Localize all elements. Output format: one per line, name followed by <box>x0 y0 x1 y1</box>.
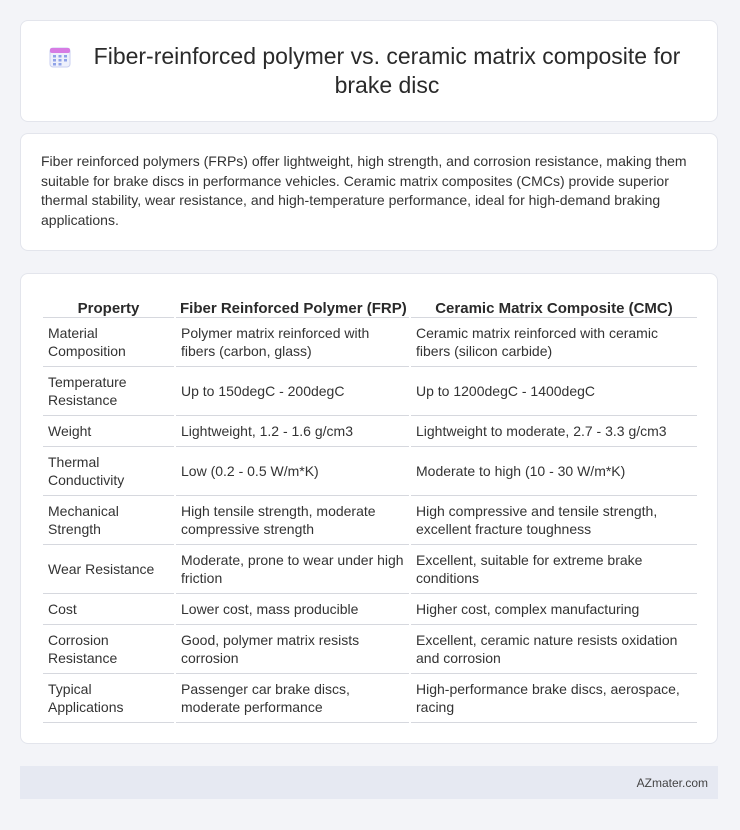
calendar-icon <box>49 46 71 68</box>
table-row <box>43 447 697 496</box>
property-cell: Material Composition <box>43 318 174 367</box>
property-cell: Mechanical Strength <box>43 496 174 545</box>
cmc-cell: Moderate to high (10 - 30 W/m*K) <box>411 447 697 496</box>
frp-cell: High tensile strength, moderate compressive strength <box>176 496 409 545</box>
page-title: Fiber-reinforced polymer vs. ceramic matrix composite for brake disc <box>93 43 681 98</box>
table-row <box>43 416 697 447</box>
header-cmc: Ceramic Matrix Composite (CMC) <box>411 294 697 318</box>
property-cell: Weight <box>43 416 174 447</box>
table-row <box>43 367 697 416</box>
cmc-cell: Excellent, suitable for extreme brake conditions <box>411 545 697 594</box>
title-wrap <box>49 42 689 100</box>
property-cell: Corrosion Resistance <box>43 625 174 674</box>
header-frp: Fiber Reinforced Polymer (FRP) <box>176 294 409 318</box>
property-cell: Thermal Conductivity <box>43 447 174 496</box>
header-property: Property <box>43 294 174 318</box>
frp-cell: Lightweight, 1.2 - 1.6 g/cm3 <box>176 416 409 447</box>
table-header-row <box>43 294 697 318</box>
property-cell: Temperature Resistance <box>43 367 174 416</box>
frp-cell: Moderate, prone to wear under high friction <box>176 545 409 594</box>
table-row <box>43 594 697 625</box>
table-row <box>43 496 697 545</box>
cmc-cell: Higher cost, complex manufacturing <box>411 594 697 625</box>
property-cell: Typical Applications <box>43 674 174 723</box>
cmc-cell: Lightweight to moderate, 2.7 - 3.3 g/cm3 <box>411 416 697 447</box>
frp-cell: Good, polymer matrix resists corrosion <box>176 625 409 674</box>
footer-brand[interactable]: AZmater.com <box>636 775 708 790</box>
table-row <box>43 625 697 674</box>
property-cell: Wear Resistance <box>43 545 174 594</box>
frp-cell: Up to 150degC - 200degC <box>176 367 409 416</box>
summary-card <box>20 133 718 251</box>
table-row <box>43 545 697 594</box>
comparison-table <box>41 294 699 723</box>
table-row <box>43 674 697 723</box>
cmc-cell: High compressive and tensile strength, excellent fracture toughness <box>411 496 697 545</box>
footer-bar <box>20 766 718 799</box>
comparison-table-card <box>20 273 718 744</box>
frp-cell: Polymer matrix reinforced with fibers (carbon, glass) <box>176 318 409 367</box>
cmc-cell: Excellent, ceramic nature resists oxidation and corrosion <box>411 625 697 674</box>
frp-cell: Lower cost, mass producible <box>176 594 409 625</box>
property-cell: Cost <box>43 594 174 625</box>
cmc-cell: Ceramic matrix reinforced with ceramic fibers (silicon carbide) <box>411 318 697 367</box>
summary-text: Fiber reinforced polymers (FRPs) offer lightweight, high strength, and corrosion resistance, making them suitable for brake discs in performance vehicles. Ceramic matrix composites (CMCs) provide superior thermal stability, wear resistance, and high-temperature performance, ideal for high-demand braking applications. <box>41 153 687 228</box>
table-row <box>43 318 697 367</box>
cmc-cell: High-performance brake discs, aerospace, racing <box>411 674 697 723</box>
cmc-cell: Up to 1200degC - 1400degC <box>411 367 697 416</box>
frp-cell: Low (0.2 - 0.5 W/m*K) <box>176 447 409 496</box>
frp-cell: Passenger car brake discs, moderate performance <box>176 674 409 723</box>
title-card <box>20 20 718 122</box>
